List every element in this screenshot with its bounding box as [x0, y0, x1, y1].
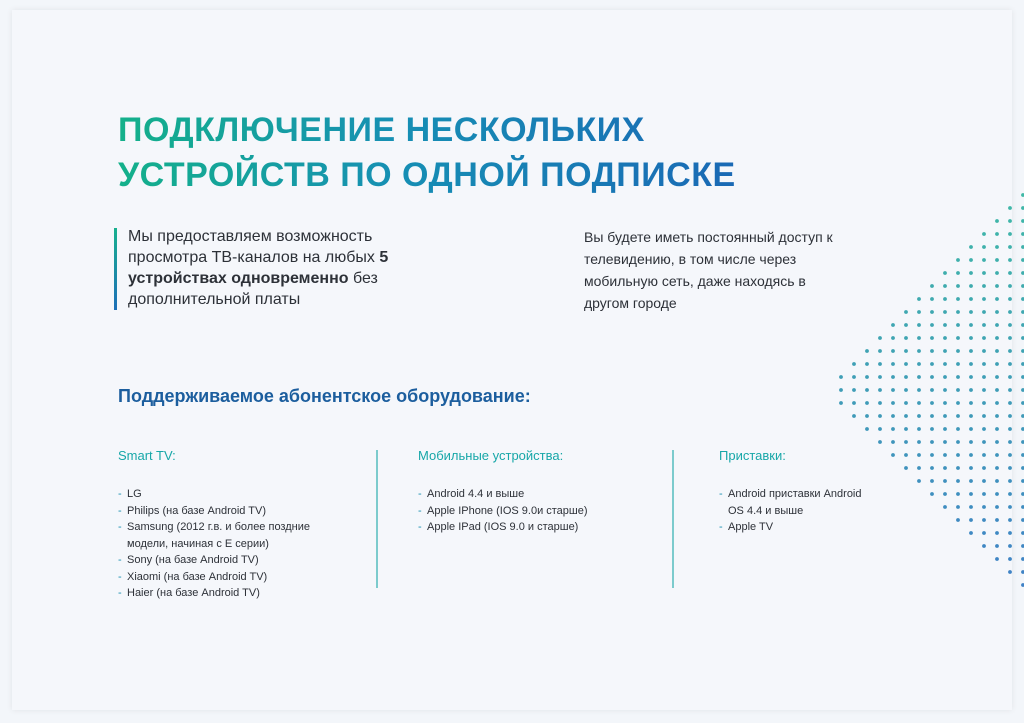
decorative-dot	[943, 440, 947, 444]
decorative-dot	[1008, 427, 1012, 431]
decorative-dot	[982, 245, 986, 249]
decorative-dot	[969, 284, 973, 288]
intro-text-after: без дополнительной платы	[128, 270, 378, 308]
decorative-dot	[943, 388, 947, 392]
decorative-dot	[917, 310, 921, 314]
decorative-dot	[1008, 310, 1012, 314]
decorative-dot	[930, 440, 934, 444]
decorative-dot	[865, 401, 869, 405]
list-item: - Android приставки Android OS 4.4 и выше	[719, 486, 868, 519]
decorative-dot	[956, 427, 960, 431]
decorative-dot	[995, 479, 999, 483]
list-item: - Haier (на базе Android TV)	[118, 585, 358, 602]
intro-text-before: Мы предоставляем возможность просмотра ТВ-каналов на любых	[128, 228, 380, 266]
decorative-dot	[917, 336, 921, 340]
device-list	[418, 486, 658, 536]
decorative-dot	[1008, 219, 1012, 223]
decorative-dot	[852, 375, 856, 379]
decorative-dot	[1008, 232, 1012, 236]
decorative-dot	[982, 453, 986, 457]
decorative-dot	[930, 336, 934, 340]
decorative-dot	[930, 349, 934, 353]
device-list	[719, 486, 959, 536]
decorative-dot	[943, 284, 947, 288]
decorative-dot	[995, 297, 999, 301]
decorative-dot	[956, 271, 960, 275]
column-heading: Smart TV:	[118, 448, 176, 463]
decorative-dot	[943, 427, 947, 431]
decorative-dot	[995, 440, 999, 444]
decorative-dot	[969, 245, 973, 249]
decorative-dot	[904, 349, 908, 353]
column-mobile-devices	[418, 448, 658, 536]
decorative-dot	[995, 284, 999, 288]
column-divider	[376, 450, 378, 588]
decorative-dot	[982, 440, 986, 444]
decorative-dot	[969, 427, 973, 431]
decorative-dot	[865, 427, 869, 431]
decorative-dot	[969, 297, 973, 301]
decorative-dot	[878, 362, 882, 366]
decorative-dot	[930, 401, 934, 405]
decorative-dot	[917, 427, 921, 431]
decorative-dot	[969, 518, 973, 522]
column-heading: Мобильные устройства:	[418, 448, 564, 463]
intro-text	[128, 226, 428, 310]
list-item: - Apple TV	[719, 519, 959, 536]
decorative-dot	[982, 401, 986, 405]
decorative-dot	[878, 375, 882, 379]
decorative-dot	[956, 401, 960, 405]
decorative-dot	[982, 323, 986, 327]
decorative-dot	[969, 310, 973, 314]
decorative-dot	[995, 336, 999, 340]
decorative-dot	[943, 310, 947, 314]
decorative-dot	[839, 375, 843, 379]
decorative-dot	[1008, 440, 1012, 444]
decorative-dot	[969, 323, 973, 327]
decorative-dot	[839, 388, 843, 392]
decorative-dot	[969, 401, 973, 405]
decorative-dot	[995, 388, 999, 392]
decorative-dot	[956, 297, 960, 301]
decorative-dot	[917, 323, 921, 327]
decorative-dot	[995, 232, 999, 236]
decorative-dot	[1008, 258, 1012, 262]
decorative-dot	[995, 323, 999, 327]
decorative-dot	[995, 271, 999, 275]
decorative-dot	[865, 388, 869, 392]
decorative-dot	[904, 310, 908, 314]
decorative-dot	[878, 440, 882, 444]
decorative-dot	[891, 401, 895, 405]
decorative-dot	[982, 388, 986, 392]
decorative-dot	[982, 362, 986, 366]
decorative-dot	[995, 219, 999, 223]
decorative-dot	[982, 310, 986, 314]
decorative-dot	[1008, 388, 1012, 392]
decorative-dot	[943, 323, 947, 327]
benefit-text: Вы будете иметь постоянный доступ к телевидению, в том числе через мобильную сеть, даже находясь в другом городе	[584, 229, 833, 311]
decorative-dot	[995, 245, 999, 249]
decorative-dot	[969, 479, 973, 483]
decorative-dot	[969, 336, 973, 340]
decorative-dot	[969, 271, 973, 275]
decorative-dot	[878, 401, 882, 405]
decorative-dot	[891, 388, 895, 392]
decorative-dot	[1008, 323, 1012, 327]
intro-text-emphasis: 5 устройствах одновременно	[128, 249, 389, 287]
decorative-dot	[891, 323, 895, 327]
accent-bar	[114, 228, 117, 310]
list-item: - Philips (на базе Android TV)	[118, 503, 358, 520]
decorative-dot	[930, 323, 934, 327]
decorative-dot	[982, 479, 986, 483]
decorative-dot	[904, 375, 908, 379]
decorative-dot	[904, 336, 908, 340]
decorative-dot	[982, 336, 986, 340]
decorative-dot	[969, 375, 973, 379]
decorative-dot	[982, 414, 986, 418]
decorative-dot	[865, 414, 869, 418]
decorative-dot	[956, 362, 960, 366]
decorative-dot	[943, 297, 947, 301]
decorative-dot	[982, 518, 986, 522]
decorative-dot	[865, 362, 869, 366]
decorative-dot	[982, 232, 986, 236]
decorative-dot	[982, 375, 986, 379]
decorative-dot	[1008, 479, 1012, 483]
decorative-dot	[878, 388, 882, 392]
decorative-dot	[982, 349, 986, 353]
decorative-dot	[995, 492, 999, 496]
decorative-dot	[995, 544, 999, 548]
decorative-dot	[1008, 349, 1012, 353]
page-title	[118, 108, 736, 198]
decorative-dot	[904, 401, 908, 405]
decorative-dot	[943, 336, 947, 340]
decorative-dot	[995, 453, 999, 457]
decorative-dot	[982, 466, 986, 470]
decorative-dot	[943, 271, 947, 275]
decorative-dot	[1008, 531, 1012, 535]
list-item: - Apple IPhone (IOS 9.0и старше)	[418, 503, 658, 520]
decorative-dot	[943, 362, 947, 366]
decorative-dot	[1008, 336, 1012, 340]
decorative-dot	[891, 349, 895, 353]
decorative-dot	[904, 323, 908, 327]
decorative-dot	[1008, 505, 1012, 509]
decorative-dot	[1008, 557, 1012, 561]
decorative-dot	[982, 258, 986, 262]
list-item: - Xiaomi (на базе Android TV)	[118, 569, 358, 586]
decorative-dot	[930, 297, 934, 301]
decorative-dot	[917, 388, 921, 392]
decorative-dot	[1008, 297, 1012, 301]
decorative-dot	[930, 362, 934, 366]
decorative-dot	[852, 362, 856, 366]
page	[12, 10, 1012, 710]
decorative-dot	[995, 258, 999, 262]
decorative-dot	[982, 427, 986, 431]
decorative-dot	[1008, 544, 1012, 548]
decorative-dot	[878, 336, 882, 340]
decorative-dot	[930, 388, 934, 392]
decorative-dot	[995, 362, 999, 366]
decorative-dot	[891, 440, 895, 444]
decorative-dot	[891, 362, 895, 366]
dot-pattern-decoration	[832, 180, 1024, 600]
decorative-dot	[1008, 362, 1012, 366]
decorative-dot	[956, 336, 960, 340]
decorative-dot	[956, 349, 960, 353]
decorative-dot	[995, 349, 999, 353]
decorative-dot	[982, 531, 986, 535]
decorative-dot	[904, 414, 908, 418]
decorative-dot	[1008, 206, 1012, 210]
decorative-dot	[943, 349, 947, 353]
decorative-dot	[995, 375, 999, 379]
decorative-dot	[1008, 284, 1012, 288]
decorative-dot	[1008, 466, 1012, 470]
decorative-dot	[1008, 518, 1012, 522]
decorative-dot	[891, 414, 895, 418]
decorative-dot	[904, 388, 908, 392]
decorative-dot	[982, 284, 986, 288]
decorative-dot	[1008, 570, 1012, 574]
decorative-dot	[930, 414, 934, 418]
decorative-dot	[865, 349, 869, 353]
decorative-dot	[995, 531, 999, 535]
decorative-dot	[969, 362, 973, 366]
list-item: - Samsung (2012 г.в. и более поздние модели, начиная с E серии)	[118, 519, 347, 552]
decorative-dot	[995, 466, 999, 470]
decorative-dot	[930, 375, 934, 379]
decorative-dot	[1008, 375, 1012, 379]
decorative-dot	[1008, 401, 1012, 405]
decorative-dot	[956, 375, 960, 379]
column-divider	[672, 450, 674, 588]
decorative-dot	[982, 271, 986, 275]
decorative-dot	[956, 284, 960, 288]
decorative-dot	[956, 258, 960, 262]
device-list	[118, 486, 358, 602]
decorative-dot	[891, 375, 895, 379]
decorative-dot	[943, 414, 947, 418]
decorative-dot	[917, 440, 921, 444]
decorative-dot	[1008, 492, 1012, 496]
decorative-dot	[956, 323, 960, 327]
decorative-dot	[995, 518, 999, 522]
decorative-dot	[1008, 271, 1012, 275]
decorative-dot	[969, 388, 973, 392]
decorative-dot	[995, 505, 999, 509]
decorative-dot	[917, 349, 921, 353]
decorative-dot	[995, 401, 999, 405]
decorative-dot	[956, 414, 960, 418]
decorative-dot	[969, 505, 973, 509]
decorative-dot	[878, 414, 882, 418]
page-title-line-2: УСТРОЙСТВ ПО ОДНОЙ ПОДПИСКЕ	[118, 156, 736, 194]
column-heading: Приставки:	[719, 448, 786, 463]
decorative-dot	[995, 310, 999, 314]
decorative-dot	[969, 440, 973, 444]
column-set-top-boxes	[719, 448, 959, 536]
list-item: - Android 4.4 и выше	[418, 486, 658, 503]
decorative-dot	[956, 310, 960, 314]
list-item: - Apple IPad (IOS 9.0 и старше)	[418, 519, 658, 536]
decorative-dot	[943, 401, 947, 405]
decorative-dot	[943, 375, 947, 379]
decorative-dot	[969, 258, 973, 262]
decorative-dot	[956, 440, 960, 444]
column-smart-tv	[118, 448, 358, 602]
decorative-dot	[995, 427, 999, 431]
decorative-dot	[852, 414, 856, 418]
decorative-dot	[917, 362, 921, 366]
decorative-dot	[969, 492, 973, 496]
decorative-dot	[982, 505, 986, 509]
decorative-dot	[891, 427, 895, 431]
decorative-dot	[904, 440, 908, 444]
decorative-dot	[969, 531, 973, 535]
decorative-dot	[982, 492, 986, 496]
decorative-dot	[917, 414, 921, 418]
decorative-dot	[1008, 414, 1012, 418]
decorative-dot	[969, 466, 973, 470]
decorative-dot	[865, 375, 869, 379]
decorative-dot	[1008, 453, 1012, 457]
decorative-dot	[904, 362, 908, 366]
decorative-dot	[1008, 245, 1012, 249]
decorative-dot	[930, 427, 934, 431]
decorative-dot	[878, 349, 882, 353]
decorative-dot	[917, 401, 921, 405]
decorative-dot	[956, 388, 960, 392]
section-subtitle: Поддерживаемое абонентское оборудование:	[118, 386, 531, 406]
decorative-dot	[930, 310, 934, 314]
decorative-dot	[839, 401, 843, 405]
list-item: - Sony (на базе Android TV)	[118, 552, 358, 569]
decorative-dot	[969, 349, 973, 353]
page-title-line-1: ПОДКЛЮЧЕНИЕ НЕСКОЛЬКИХ	[118, 111, 645, 149]
list-item: - LG	[118, 486, 358, 503]
decorative-dot	[982, 297, 986, 301]
decorative-dot	[917, 297, 921, 301]
decorative-dot	[917, 375, 921, 379]
decorative-dot	[982, 544, 986, 548]
decorative-dot	[969, 453, 973, 457]
decorative-dot	[904, 427, 908, 431]
decorative-dot	[969, 414, 973, 418]
decorative-dot	[995, 414, 999, 418]
decorative-dot	[891, 336, 895, 340]
decorative-dot	[995, 557, 999, 561]
decorative-dot	[930, 284, 934, 288]
decorative-dot	[852, 401, 856, 405]
decorative-dot	[852, 388, 856, 392]
decorative-dot	[878, 427, 882, 431]
